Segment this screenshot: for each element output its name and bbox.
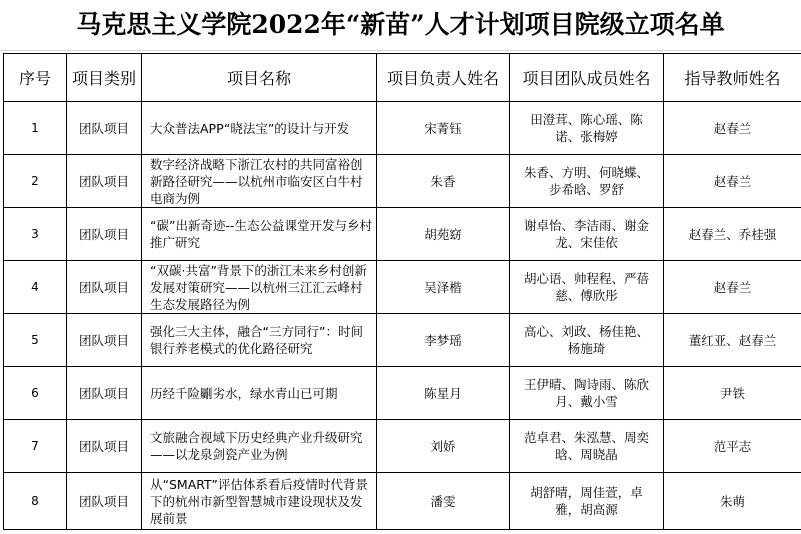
cell-advisor[interactable]: 赵春兰 xyxy=(664,155,801,208)
cell-members[interactable]: 高心、刘政、杨佳艳、杨施琦 xyxy=(510,314,664,367)
header-advisor[interactable]: 指导教师姓名 xyxy=(664,54,801,102)
cell-category[interactable]: 团队项目 xyxy=(67,102,142,155)
cell-leader[interactable]: 宋菁钰 xyxy=(377,102,510,155)
cell-leader[interactable]: 吴泽楷 xyxy=(377,261,510,314)
table-row xyxy=(4,102,801,155)
table-row xyxy=(4,367,801,420)
cell-members[interactable]: 朱香、方明、何晓蝶、步希晗、罗舒 xyxy=(510,155,664,208)
cell-leader[interactable]: 朱香 xyxy=(377,155,510,208)
cell-leader[interactable]: 胡苑窈 xyxy=(377,208,510,261)
cell-category[interactable]: 团队项目 xyxy=(67,261,142,314)
header-category[interactable]: 项目类别 xyxy=(67,54,142,102)
cell-project-name[interactable]: 从“SMART”评估体系看后疫情时代背景下的杭州市新型智慧城市建设现状及发展前景 xyxy=(142,473,377,530)
cell-advisor[interactable]: 赵春兰、乔桂强 xyxy=(664,208,801,261)
table-row xyxy=(4,155,801,208)
cell-members[interactable]: 田澄茸、陈心瑶、陈诺、张梅婷 xyxy=(510,102,664,155)
cell-category[interactable]: 团队项目 xyxy=(67,420,142,473)
cell-seq[interactable]: 7 xyxy=(4,420,67,473)
cell-leader[interactable]: 李梦瑶 xyxy=(377,314,510,367)
cell-category[interactable]: 团队项目 xyxy=(67,208,142,261)
cell-members[interactable]: 胡心语、帅程程、严蓓慈、傅欣彤 xyxy=(510,261,664,314)
cell-seq[interactable]: 1 xyxy=(4,102,67,155)
cell-advisor[interactable]: 董红亚、赵春兰 xyxy=(664,314,801,367)
header-project-name[interactable]: 项目名称 xyxy=(142,54,377,102)
cell-category[interactable]: 团队项目 xyxy=(67,367,142,420)
cell-project-name[interactable]: “碳”出新奇迹--生态公益课堂开发与乡村推广研究 xyxy=(142,208,377,261)
cell-members[interactable]: 王伊晴、陶诗雨、陈欣月、戴小雪 xyxy=(510,367,664,420)
cell-project-name[interactable]: 数字经济战略下浙江农村的共同富裕创新路径研究——以杭州市临安区白牛村电商为例 xyxy=(142,155,377,208)
table-row xyxy=(4,420,801,473)
table-row xyxy=(4,208,801,261)
cell-seq[interactable]: 2 xyxy=(4,155,67,208)
page-title: 马克思主义学院2022年“新苗”人才计划项目院级立项名单 xyxy=(0,0,801,51)
cell-category[interactable]: 团队项目 xyxy=(67,155,142,208)
cell-leader[interactable]: 刘娇 xyxy=(377,420,510,473)
cell-leader[interactable]: 潘雯 xyxy=(377,473,510,530)
header-seq[interactable]: 序号 xyxy=(4,54,67,102)
cell-advisor[interactable]: 范平志 xyxy=(664,420,801,473)
cell-advisor[interactable]: 朱萌 xyxy=(664,473,801,530)
cell-advisor[interactable]: 赵春兰 xyxy=(664,102,801,155)
cell-members[interactable]: 胡舒晴，周佳萱，卓雅，胡高源 xyxy=(510,473,664,530)
table-row xyxy=(4,473,801,530)
cell-project-name[interactable]: 强化三大主体，融合“三方同行”：时间银行养老模式的优化路径研究 xyxy=(142,314,377,367)
cell-seq[interactable]: 3 xyxy=(4,208,67,261)
cell-project-name[interactable]: 历经千险劚劣水，绿水青山已可期 xyxy=(142,367,377,420)
table-row xyxy=(4,314,801,367)
cell-leader[interactable]: 陈星月 xyxy=(377,367,510,420)
cell-seq[interactable]: 6 xyxy=(4,367,67,420)
cell-project-name[interactable]: “双碳·共富”背景下的浙江未来乡村创新发展对策研究——以杭州三江汇云峰村生态发展路径为例 xyxy=(142,261,377,314)
cell-advisor[interactable]: 赵春兰 xyxy=(664,261,801,314)
header-leader[interactable]: 项目负责人姓名 xyxy=(377,54,510,102)
cell-category[interactable]: 团队项目 xyxy=(67,314,142,367)
header-members[interactable]: 项目团队成员姓名 xyxy=(510,54,664,102)
cell-seq[interactable]: 8 xyxy=(4,473,67,530)
cell-advisor[interactable]: 尹铁 xyxy=(664,367,801,420)
cell-members[interactable]: 范卓君、朱泓慧、周奕晗、周晓晶 xyxy=(510,420,664,473)
cell-category[interactable]: 团队项目 xyxy=(67,473,142,530)
table-row xyxy=(4,261,801,314)
cell-project-name[interactable]: 文旅融合视域下历史经典产业升级研究——以龙泉剑瓷产业为例 xyxy=(142,420,377,473)
cell-members[interactable]: 谢卓怡、李洁雨、谢金龙、宋佳依 xyxy=(510,208,664,261)
header-row xyxy=(4,54,801,102)
cell-seq[interactable]: 5 xyxy=(4,314,67,367)
cell-project-name[interactable]: 大众普法APP“晓法宝”的设计与开发 xyxy=(142,102,377,155)
cell-seq[interactable]: 4 xyxy=(4,261,67,314)
table-body xyxy=(4,102,801,530)
project-table xyxy=(3,53,801,530)
